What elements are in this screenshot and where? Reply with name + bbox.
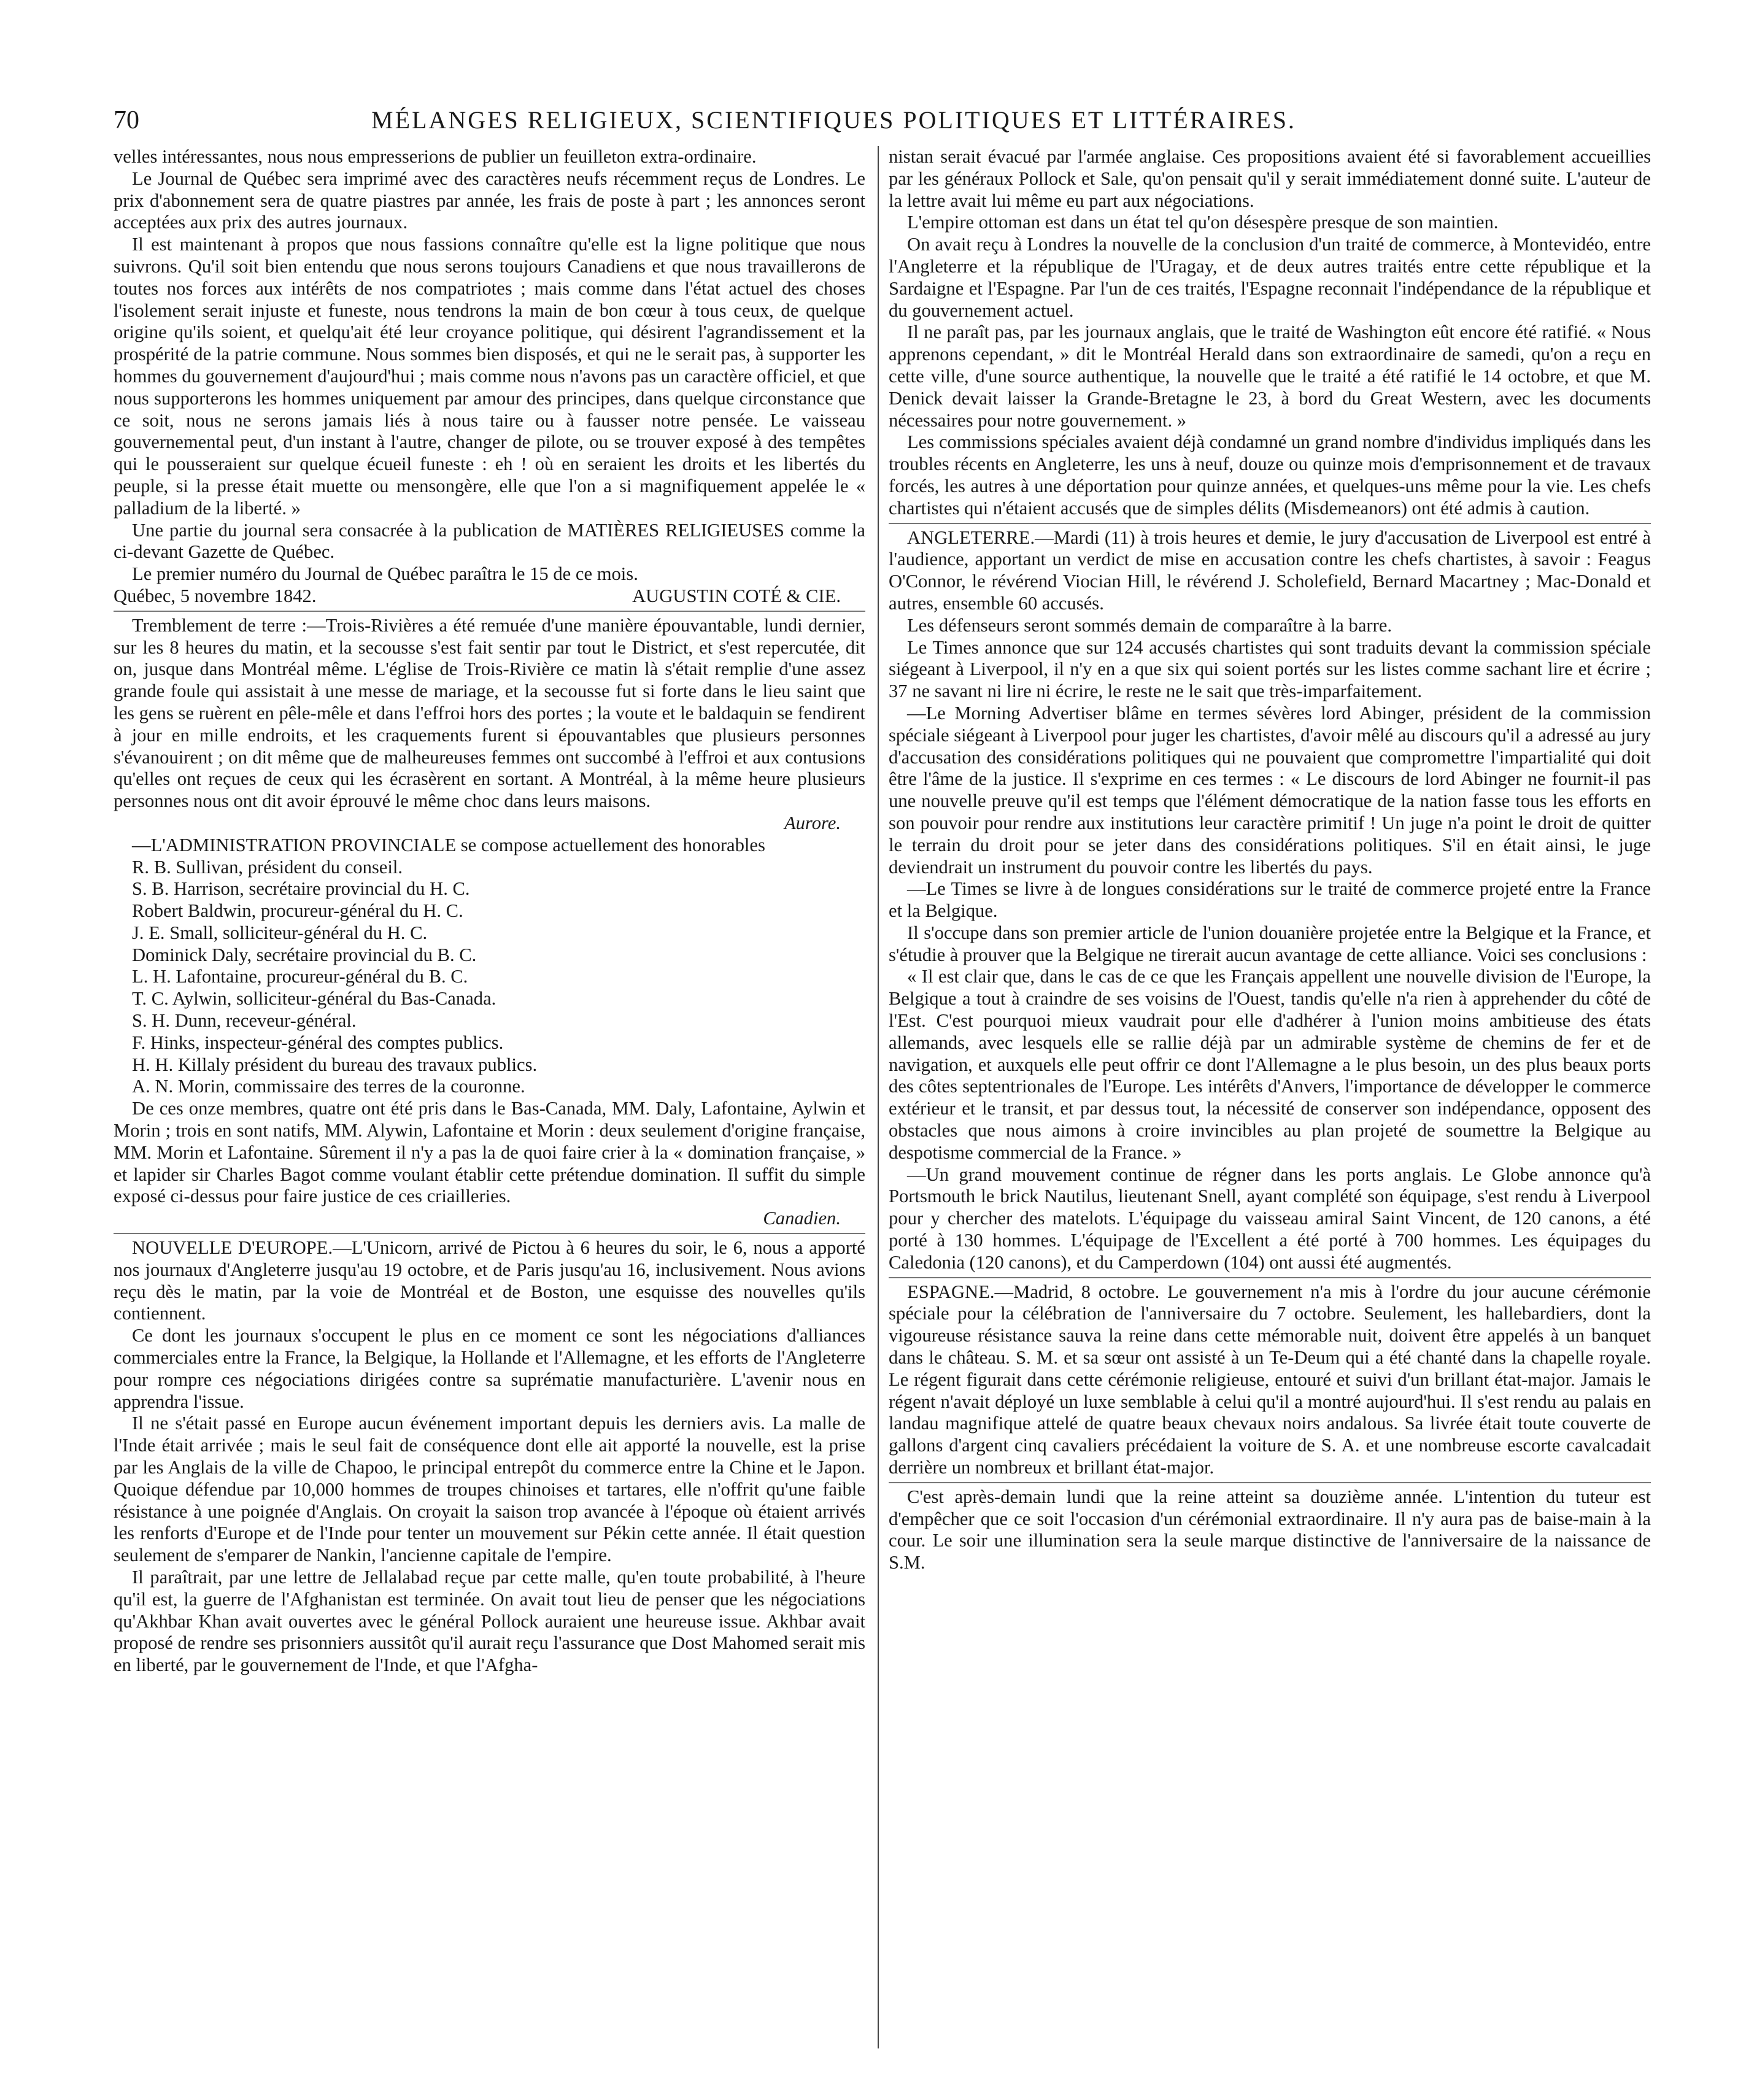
list-item: T. C. Aylwin, solliciteur-général du Bas-Canada. (132, 988, 496, 1009)
paragraph: L'empire ottoman est dans un état tel qu'on désespère presque de son maintien. (907, 212, 1499, 233)
list-item: R. B. Sullivan, président du conseil. (132, 856, 403, 878)
paragraph: —Le Morning Advertiser blâme en termes sévères lord Abinger, président de la commission spéciale siégeant à Liverpool pour juger les chartistes, d'avoir mêlé au discours qu'il a adressé au jury d'accusation des considérations politiques qui ne pouvaient que compromettre l'impartialité qui doit être l'âme de la justice. Il s'exprime en ces termes : « Le discours de lord Abinger ne fournit-il pas une nouvelle preuve qu'il est temps que l'élément démocratique de la nation fasse tous les efforts en son pouvoir pour rendre aux institutions leur caractère primitif ! Un juge n'a point le droit de quitter le terrain du droit pour se jeter dans des considérations politiques. S'il en était ainsi, le juge deviendrait un instrument du pouvoir contre les libertés du pays. (889, 702, 1651, 878)
list-item: H. H. Killaly président du bureau des travaux publics. (132, 1054, 538, 1075)
paragraph: De ces onze membres, quatre ont été pris dans le Bas-Canada, MM. Daly, Lafontaine, Aylwin et Morin ; trois en sont natifs, MM. Alywin, Lafontaine et Morin : deux seulement d'origine française, MM. Morin et Lafontaine. Sûrement il n'y a pas la de quoi faire crier à la « domination française, » et lapider sir Charles Bagot comme voulant établir cette prétendue domination. Il suffit du simple exposé ci-dessus pour faire justice de ces criailleries. (114, 1098, 865, 1207)
signature-line (114, 585, 865, 608)
list-item: A. N. Morin, commissaire des terres de la couronne. (132, 1076, 525, 1097)
paragraph: Les défenseurs seront sommés demain de comparaître à la barre. (907, 614, 1393, 636)
list-item: Dominick Daly, secrétaire provincial du B. C. (132, 944, 477, 965)
list-item: L. H. Lafontaine, procureur-général du B. C. (132, 966, 468, 987)
paragraph: Tremblement de terre :—Trois-Rivières a été remuée d'une manière épouvantable, lundi dernier, sur les 8 heures du matin, et la secousse s'est fait sentir par tout le District, et s'est repercutée, dit on, jusque dans Montréal même. L'église de Trois-Rivière ce matin là s'était remplie d'une assez grande foule qui assistait à une messe de mariage, et la secousse fut si forte dans le lieu saint que les gens se ruèrent en pêle-mêle et dans l'effroi hors des portes ; la voute et le baldaquin se fendirent à jour en mille endroits, et les craquements furent si épouvantables que plusieurs personnes s'évanouirent ; on dit même que de malheureuses femmes ont succombé à l'effroi et aux contusions qu'elles ont reçues de ceux qui les écrasèrent en sortant. A Montréal, à la même heure plusieurs personnes nous ont dit avoir éprouvé le même choc dans leurs maisons. (114, 614, 865, 812)
paragraph: « Il est clair que, dans le cas de ce que les Français appellent une nouvelle division de l'Europe, la Belgique a tout à craindre de ses voisins de l'Ouest, tandis qu'elle n'a rien à apprehender du côté de l'Est. C'est pourquoi mieux vaudrait pour elle d'adhérer à l'union moins ambitieuse des états allemands, avec lesquels elle se rallie déjà par un admirable système de chemins de fer et de navigation, et auxquels elle peut offrir ce dont l'Allemagne a le plus besoin, un des plus beaux ports des côtes septentrionales de l'Europe. Les intérêts d'Anvers, l'importance de développer le commerce extérieur et le transit, et par dessus tout, la nécessité de conserver son indépendance, opposent des obstacles que nous aimons à croire invincibles au plan projeté de soumettre la Belgique au despotisme commercial de la France. » (889, 966, 1651, 1163)
paragraph: Il ne s'était passé en Europe aucun événement important depuis les derniers avis. La malle de l'Inde était arrivée ; mais le seul fait de conséquence dont elle ait apporté la nouvelle, est la prise par les Anglais de la ville de Chapoo, le principal entrepôt du commerce entre la Chine et le Japon. Quoique défendue par 10,000 hommes de troupes chinoises et tartares, elle n'offrit qu'une faible résistance à une poignée d'Anglais. On croyait la saison trop avancée à l'époque où étaient arrivés les renforts d'Europe et de l'Inde pour tenter un mouvement sur Pékin cette année. Il était question seulement de s'emparer de Nankin, l'ancienne capitale de l'empire. (114, 1413, 865, 1566)
name-list (114, 857, 865, 1098)
signature-name: AUGUSTIN COTÉ & CIE. (632, 585, 841, 606)
list-item: F. Hinks, inspecteur-général des comptes publics. (132, 1032, 504, 1053)
source-credit: Aurore. (784, 812, 841, 833)
right-column (889, 146, 1651, 2048)
paragraph: Il s'occupe dans son premier article de l'union douanière projetée entre la Belgique et la France, et s'étudie à prouver que la Belgique ne tirerait aucun avantage de cette alliance. Voici ses conclusions : (889, 922, 1651, 965)
paragraph: Le premier numéro du Journal de Québec paraîtra le 15 de ce mois. (132, 563, 638, 585)
paragraph: —Un grand mouvement continue de régner dans les ports anglais. Le Globe annonce qu'à Portsmouth le brick Nautilus, lieutenant Snell, ayant complété son équipage, s'est rendu à Liverpool pour y chercher des matelots. L'équipage du vaisseau amiral Saint Vincent, de 120 canons, a été porté à 130 hommes. L'équipage de l'Excellent a été porté à 700 hommes. Les équipages du Caledonia (120 canons), et du Camperdown (104) ont aussi été augmentés. (889, 1164, 1651, 1273)
paragraph: —L'ADMINISTRATION PROVINCIALE se compose actuellement des honorables (132, 834, 765, 855)
paragraph: ANGLETERRE.—Mardi (11) à trois heures et demie, le jury d'accusation de Liverpool est entré à l'audience, apportant un verdict de mise en accusation contre les chefs chartistes, à savoir : Feagus O'Connor, le révérend Viocian Hill, le révérend J. Scholefield, Bernard Macartney ; Mac-Donald et autres, ensemble 60 accusés. (889, 527, 1651, 614)
paragraph: Le Times annonce que sur 124 accusés chartistes qui sont traduits devant la commission spéciale siégeant à Liverpool, il n'y en a que six qui soient portés sur les listes comme sachant lire et écrire ; 37 ne savant ni lire ni écrire, le reste ne le sait que très-imparfaitement. (889, 636, 1651, 702)
list-item: Robert Baldwin, procureur-général du H. C. (132, 900, 463, 922)
running-title: MÉLANGES RELIGIEUX, SCIENTIFIQUES POLITIQUES ET LITTÉRAIRES. (371, 106, 1296, 134)
divider (114, 1233, 865, 1234)
source-credit: Canadien. (763, 1208, 841, 1229)
page-number: 70 (114, 106, 139, 134)
divider (114, 611, 865, 612)
list-item: J. E. Small, solliciteur-général du H. C. (132, 922, 428, 943)
page-header (114, 106, 1651, 142)
paragraph: Il est maintenant à propos que nous fassions connaître qu'elle est la ligne politique que nous suivrons. Qu'il soit bien entendu que nous serons toujours Canadiens et que nous travaillerons de toutes nos forces aux intérêts de nos compatriotes ; mais comme dans l'état actuel des choses l'isolement serait injuste et funeste, nous tendrons la main de bon cœur à tous ceux, de quelque origine qu'ils soient, et quelqu'ait été leur croyance politique, qui désirent l'agrandissement et la prospérité de la patrie commune. Nous sommes bien disposés, et qui ne le serait pas, à supporter les hommes du gouvernement d'aujourd'hui ; mais comme nous n'avons pas un caractère officiel, et que nous supporterons les hommes uniquement par amour des principes, dans quelque circonstance que ce soit, nous ne serons jamais liés à nous taire ou à fausser notre pensée. Le vaisseau gouvernemental peut, d'un instant à l'autre, changer de pilote, ou se trouver exposé à des tempêtes qui le pousseraient sur quelque écueil funeste : eh ! où en seraient les droits et les libertés du peuple, si la presse était muette ou mensongère, elle que l'on a si magnifiquement appelée le « palladium de la liberté. » (114, 234, 865, 519)
paragraph: NOUVELLE D'EUROPE.—L'Unicorn, arrivé de Pictou à 6 heures du soir, le 6, nous a apporté nos journaux d'Angleterre jusqu'au 19 octobre, et de Paris jusqu'au 16, inclusivement. Nous avions reçu dès le matin, par la voie de Montréal et de Boston, une esquisse des nouvelles qu'ils contiennent. (114, 1237, 865, 1324)
paragraph: Il ne paraît pas, par les journaux anglais, que le traité de Washington eût encore été ratifié. « Nous apprenons cependant, » dit le Montréal Herald dans son extraordinaire de samedi, qu'on a reçu en cette ville, d'une source authentique, la nouvelle que le traité a été ratifié le 14 octobre, et que M. Denick devait laisser la Grande-Bretagne le 23, à bord du Great Western, avec les documents nécessaires pour notre gouvernement. » (889, 322, 1651, 431)
list-item: S. H. Dunn, receveur-général. (132, 1010, 357, 1032)
paragraph: nistan serait évacué par l'armée anglaise. Ces propositions avaient été si favorablement accueillies par les généraux Pollock et Sale, qu'on pensait qu'il y serait immédiatement donné suite. L'auteur de la lettre avait lui même eu part aux négociations. (889, 146, 1651, 211)
paragraph: C'est après-demain lundi que la reine atteint sa douzième année. L'intention du tuteur est d'empêcher que ce soit l'occasion d'un cérémonial extraordinaire. Il n'y aura pas de baise-main à la cour. Le soir une illumination sera la seule marque distinctive de l'anniversaire de la naissance de S.M. (889, 1486, 1651, 1573)
signature-date: Québec, 5 novembre 1842. (114, 585, 317, 606)
divider (889, 1482, 1651, 1483)
left-column (114, 146, 865, 2048)
column-divider (878, 146, 879, 2048)
divider (889, 1277, 1651, 1278)
paragraph: ESPAGNE.—Madrid, 8 octobre. Le gouvernement n'a mis à l'ordre du jour aucune cérémonie spéciale pour la célébration de l'anniversaire du 7 octobre. Seulement, les hallebardiers, dont la vigoureuse résistance sauva la reine dans cette mémorable nuit, doivent être appelés à un banquet dans le château. S. M. et sa sœur ont assisté à un Te-Deum qui a été chanté dans la chapelle royale. Le régent figurait dans cette cérémonie religieuse, entouré et suivi d'un brillant état-major. Jamais le régent n'avait déployé un luxe semblable à celui qu'il a montré aujourd'hui. Il s'est rendu au palais en landau magnifique attelé de quatre beaux chevaux noirs andalous. Sa livrée était toute couverte de gallons d'argent cinq cavaliers précédaient la voiture de S. A. et une nombreuse escorte cavalcadait derrière un nombreux et brillant état-major. (889, 1281, 1651, 1478)
paragraph: Il paraîtrait, par une lettre de Jellalabad reçue par cette malle, qu'en toute probabilité, à l'heure qu'il est, la guerre de l'Afghanistan est terminée. On avait tout lieu de penser que les négociations qu'Akhbar Khan avait ouvertes avec le général Pollock auraient une heureuse issue. Akhbar avait proposé de rendre ses prisonniers aussitôt qu'il aurait reçu l'assurance que Dost Mahomed serait mis en liberté, par le gouvernement de l'Inde, et que l'Afgha- (114, 1567, 865, 1676)
paragraph: Ce dont les journaux s'occupent le plus en ce moment ce sont les négociations d'alliances commerciales entre la France, la Belgique, la Hollande et l'Allemagne, et les efforts de l'Angleterre pour rompre ces négociations dirigées contre sa suprématie manufacturière. L'avenir nous en apprendra l'issue. (114, 1325, 865, 1412)
paragraph: On avait reçu à Londres la nouvelle de la conclusion d'un traité de commerce, à Montevidéo, entre l'Angleterre et la république de l'Uragay, et de deux autres traités entre cette république et la Sardaigne et l'Espagne. Par l'un de ces traités, l'Espagne reconnait l'indépendance de la république et du gouvernement actuel. (889, 234, 1651, 321)
paragraph: Une partie du journal sera consacrée à la publication de MATIÈRES RELIGIEUSES comme la ci-devant Gazette de Québec. (114, 519, 865, 563)
paragraph: velles intéressantes, nous nous empresserions de publier un feuilleton extra-ordinaire. (114, 146, 757, 167)
list-item: S. B. Harrison, secrétaire provincial du H. C. (132, 878, 470, 900)
paragraph: —Le Times se livre à de longues considérations sur le traité de commerce projeté entre la France et la Belgique. (889, 878, 1651, 922)
divider (889, 523, 1651, 524)
paragraph: Les commissions spéciales avaient déjà condamné un grand nombre d'individus impliqués dans les troubles récents en Angleterre, les uns à neuf, douze ou quinze mois d'emprisonnement et de travaux forcés, les autres à une déportation pour quinze années, et quelques-uns même pour la vie. Les chefs chartistes qui n'étaient accusés que de simples délits (Misdemeanors) ont été admis à caution. (889, 431, 1651, 519)
paragraph: Le Journal de Québec sera imprimé avec des caractères neufs récemment reçus de Londres. Le prix d'abonnement sera de quatre piastres par année, les frais de poste à part ; les annonces seront acceptées aux prix des autres journaux. (114, 168, 865, 233)
